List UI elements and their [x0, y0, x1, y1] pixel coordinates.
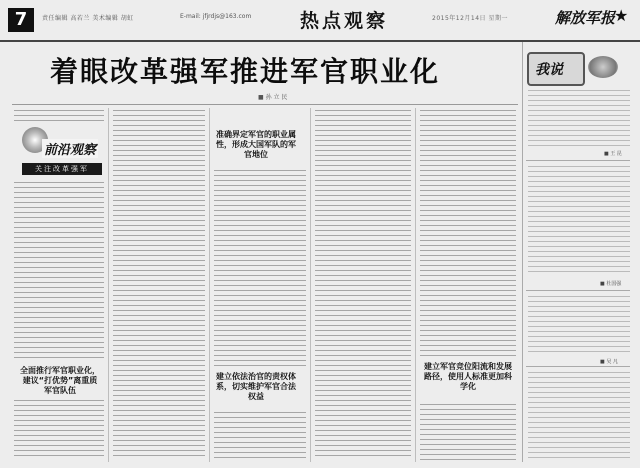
sidebar-text-1	[528, 90, 630, 146]
text-column-1b	[14, 182, 104, 360]
subhead-3: 建立依法治官的责权体系，切实维护军官合法权益	[216, 372, 296, 401]
sidebar-text-3	[528, 296, 630, 354]
editor-credits: 责任编辑 高若兰 美术编辑 胡虹	[42, 15, 134, 22]
banner-subtitle: 关注改革强军	[22, 163, 102, 175]
newspaper-masthead: 解放军报	[555, 9, 616, 27]
text-column-5b	[420, 404, 516, 460]
column-rule	[310, 108, 311, 462]
text-column-5a	[420, 110, 516, 356]
page-number: 7	[8, 8, 34, 32]
star-icon: ★	[614, 6, 629, 25]
sidebar-divider	[526, 160, 630, 161]
section-title: 热点观察	[300, 10, 389, 32]
sidebar-author-2: ■ 杜国强	[600, 281, 622, 287]
text-column-3b	[214, 412, 306, 460]
issue-date: 2015年12月14日 星期一	[432, 15, 508, 22]
text-column-4	[315, 110, 411, 460]
sidebar-text-2	[528, 166, 630, 276]
sidebar-author-3: ■ 吴 凡	[600, 359, 618, 365]
article-byline: ■ 孙 立 民	[258, 94, 288, 101]
page-header	[0, 0, 640, 42]
column-rule	[108, 108, 109, 462]
sidebar-badge-label: 我说	[535, 62, 563, 78]
column-rule	[415, 108, 416, 462]
contact-email: E-mail: jfjrdjs@163.com	[180, 13, 252, 20]
column-banner	[14, 125, 104, 177]
subhead-1: 准确界定军官的职业属性，形成大国军队的军官地位	[216, 130, 296, 159]
text-column-2	[113, 110, 205, 460]
headline-divider	[12, 104, 518, 105]
sidebar-divider	[526, 290, 630, 291]
sidebar-divider	[526, 366, 630, 367]
sidebar-author-1: ■ 王 昆	[604, 151, 622, 157]
article-headline: 着眼改革强军推进军官职业化	[50, 55, 441, 88]
sidebar-badge	[527, 52, 585, 86]
banner-title: 前沿观察	[42, 139, 98, 158]
text-column-1c	[14, 400, 104, 460]
subhead-4: 建立军官竞位阳流和发展路径，使用人标准更加科学化	[424, 362, 512, 391]
decoration-icon	[588, 56, 618, 78]
text-column-3a	[214, 170, 306, 366]
subhead-2: 全面推行军官职业化，建议“打优势”离重质军官队伍	[20, 366, 100, 395]
column-rule	[209, 108, 210, 462]
sidebar-text-4	[528, 372, 630, 460]
text-column-1a	[14, 110, 104, 122]
